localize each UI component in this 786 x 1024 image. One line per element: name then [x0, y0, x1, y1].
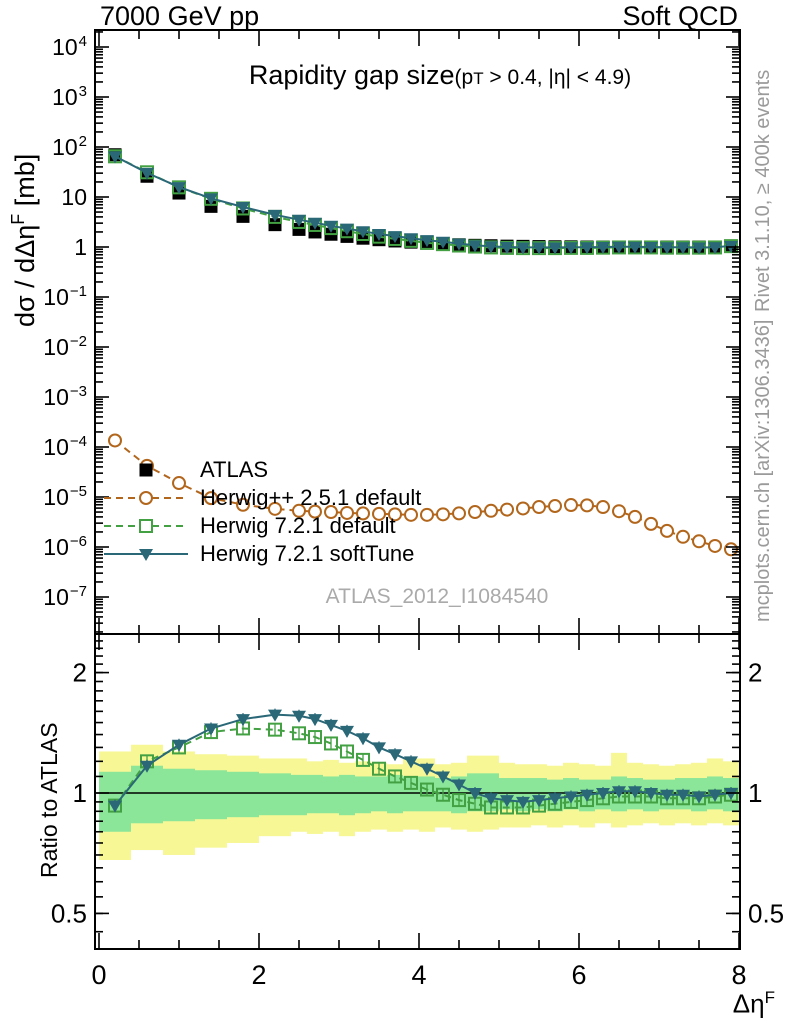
legend-item-herwig7-default	[100, 512, 421, 540]
main-y-tick-label: 1	[74, 234, 87, 260]
legend-marker-atlas	[100, 456, 192, 484]
ratio-band-green-bin	[307, 775, 323, 813]
ratio-band-green-bin	[259, 773, 291, 815]
x-tick-label: 6	[571, 960, 587, 990]
main-y-axis-label	[8, 154, 41, 327]
ratio-y-tick-label: 1	[72, 778, 87, 808]
ratio-band-green-bin	[131, 766, 163, 824]
main-y-tick-label: $10^3$	[52, 83, 87, 110]
ratio-band-green-bin	[371, 776, 387, 811]
legend-marker-herwig7-softtune	[100, 540, 192, 568]
x-tick-label: 4	[411, 960, 427, 990]
rivet-version-note: Rivet 3.1.10, ≥ 400k events	[752, 69, 774, 312]
main-y-tick-label: $10^{-3}$	[43, 383, 87, 410]
legend-item-herwigpp-default	[100, 484, 421, 512]
main-y-tick-label: $10^{-7}$	[43, 583, 87, 610]
plot-title-cut-sub: T	[473, 69, 484, 88]
ratio-y-tick-label-right: 2	[748, 657, 763, 688]
main-y-tick-label: 10	[61, 184, 87, 210]
x-axis-label-base: Δη	[732, 988, 765, 1019]
ratio-y-tick-label: 0.5	[50, 898, 87, 929]
ratio-y-axis-label: Ratio to ATLAS	[36, 722, 62, 878]
process-group-label: Soft QCD	[622, 1, 738, 31]
legend-item-atlas	[100, 456, 421, 484]
ratio-y-tick-label: 2	[72, 657, 87, 688]
ratio-band-green-bin	[323, 776, 339, 813]
ratio-band-green-bin	[195, 770, 227, 819]
legend-item-herwig7-softtune	[100, 540, 421, 568]
x-axis-label	[575, 988, 775, 1020]
main-y-tick-label: $10^{-4}$	[43, 433, 87, 460]
main-y-tick-label: $10^4$	[52, 33, 87, 60]
ratio-band-green-bin	[291, 775, 307, 815]
legend-label-herwig7-softtune: Herwig 7.2.1 softTune	[200, 541, 415, 566]
legend-label-herwigpp-default: Herwig++ 2.5.1 default	[200, 485, 422, 510]
legend	[100, 456, 421, 568]
plot-title-text: Rapidity gap size	[248, 60, 455, 90]
plot-title	[110, 60, 770, 91]
main-y-tick-label: $10^2$	[52, 133, 87, 160]
analysis-watermark: ATLAS_2012_I1084540	[325, 585, 549, 608]
main-y-tick-label: $10^{-6}$	[43, 533, 87, 560]
main-y-tick-label: $10^{-5}$	[43, 483, 87, 510]
x-tick-label: 0	[91, 960, 107, 990]
legend-label-atlas: ATLAS	[200, 457, 269, 482]
main-y-tick-label: $10^{-1}$	[43, 283, 87, 310]
main-y-axis-label-unit: [mb]	[10, 153, 40, 214]
legend-marker-herwig7-default	[100, 512, 192, 540]
ratio-band-green-bin	[163, 769, 195, 822]
ratio-y-tick-label-right: 1	[748, 778, 763, 808]
ratio-band-green-bin	[355, 776, 371, 813]
plot-title-cut-suffix: > 0.4, |η| < 4.9)	[483, 66, 632, 89]
ratio-band-green-bin	[339, 775, 355, 815]
legend-label-herwig7-default: Herwig 7.2.1 default	[200, 513, 396, 538]
x-axis-label-sup: F	[764, 988, 775, 1007]
x-tick-label: 8	[731, 960, 747, 990]
plot-title-cut-prefix: (p	[454, 66, 474, 89]
ratio-band-green-bin	[227, 772, 259, 817]
mcplots-reference-note: mcplots.cern.ch [arXiv:1306.3436]	[752, 319, 774, 622]
beam-energy-label: 7000 GeV pp	[100, 1, 260, 31]
ratio-y-tick-label-right: 0.5	[748, 898, 785, 929]
main-y-axis-label-base: dσ / dΔη	[10, 224, 40, 327]
ratio-bands	[95, 745, 740, 860]
main-y-axis-label-sup: F	[8, 213, 28, 225]
main-y-tick-label: $10^{-2}$	[43, 333, 87, 360]
x-tick-label: 2	[251, 960, 267, 990]
legend-marker-herwigpp-default	[100, 484, 192, 512]
main-series-3	[108, 151, 738, 254]
